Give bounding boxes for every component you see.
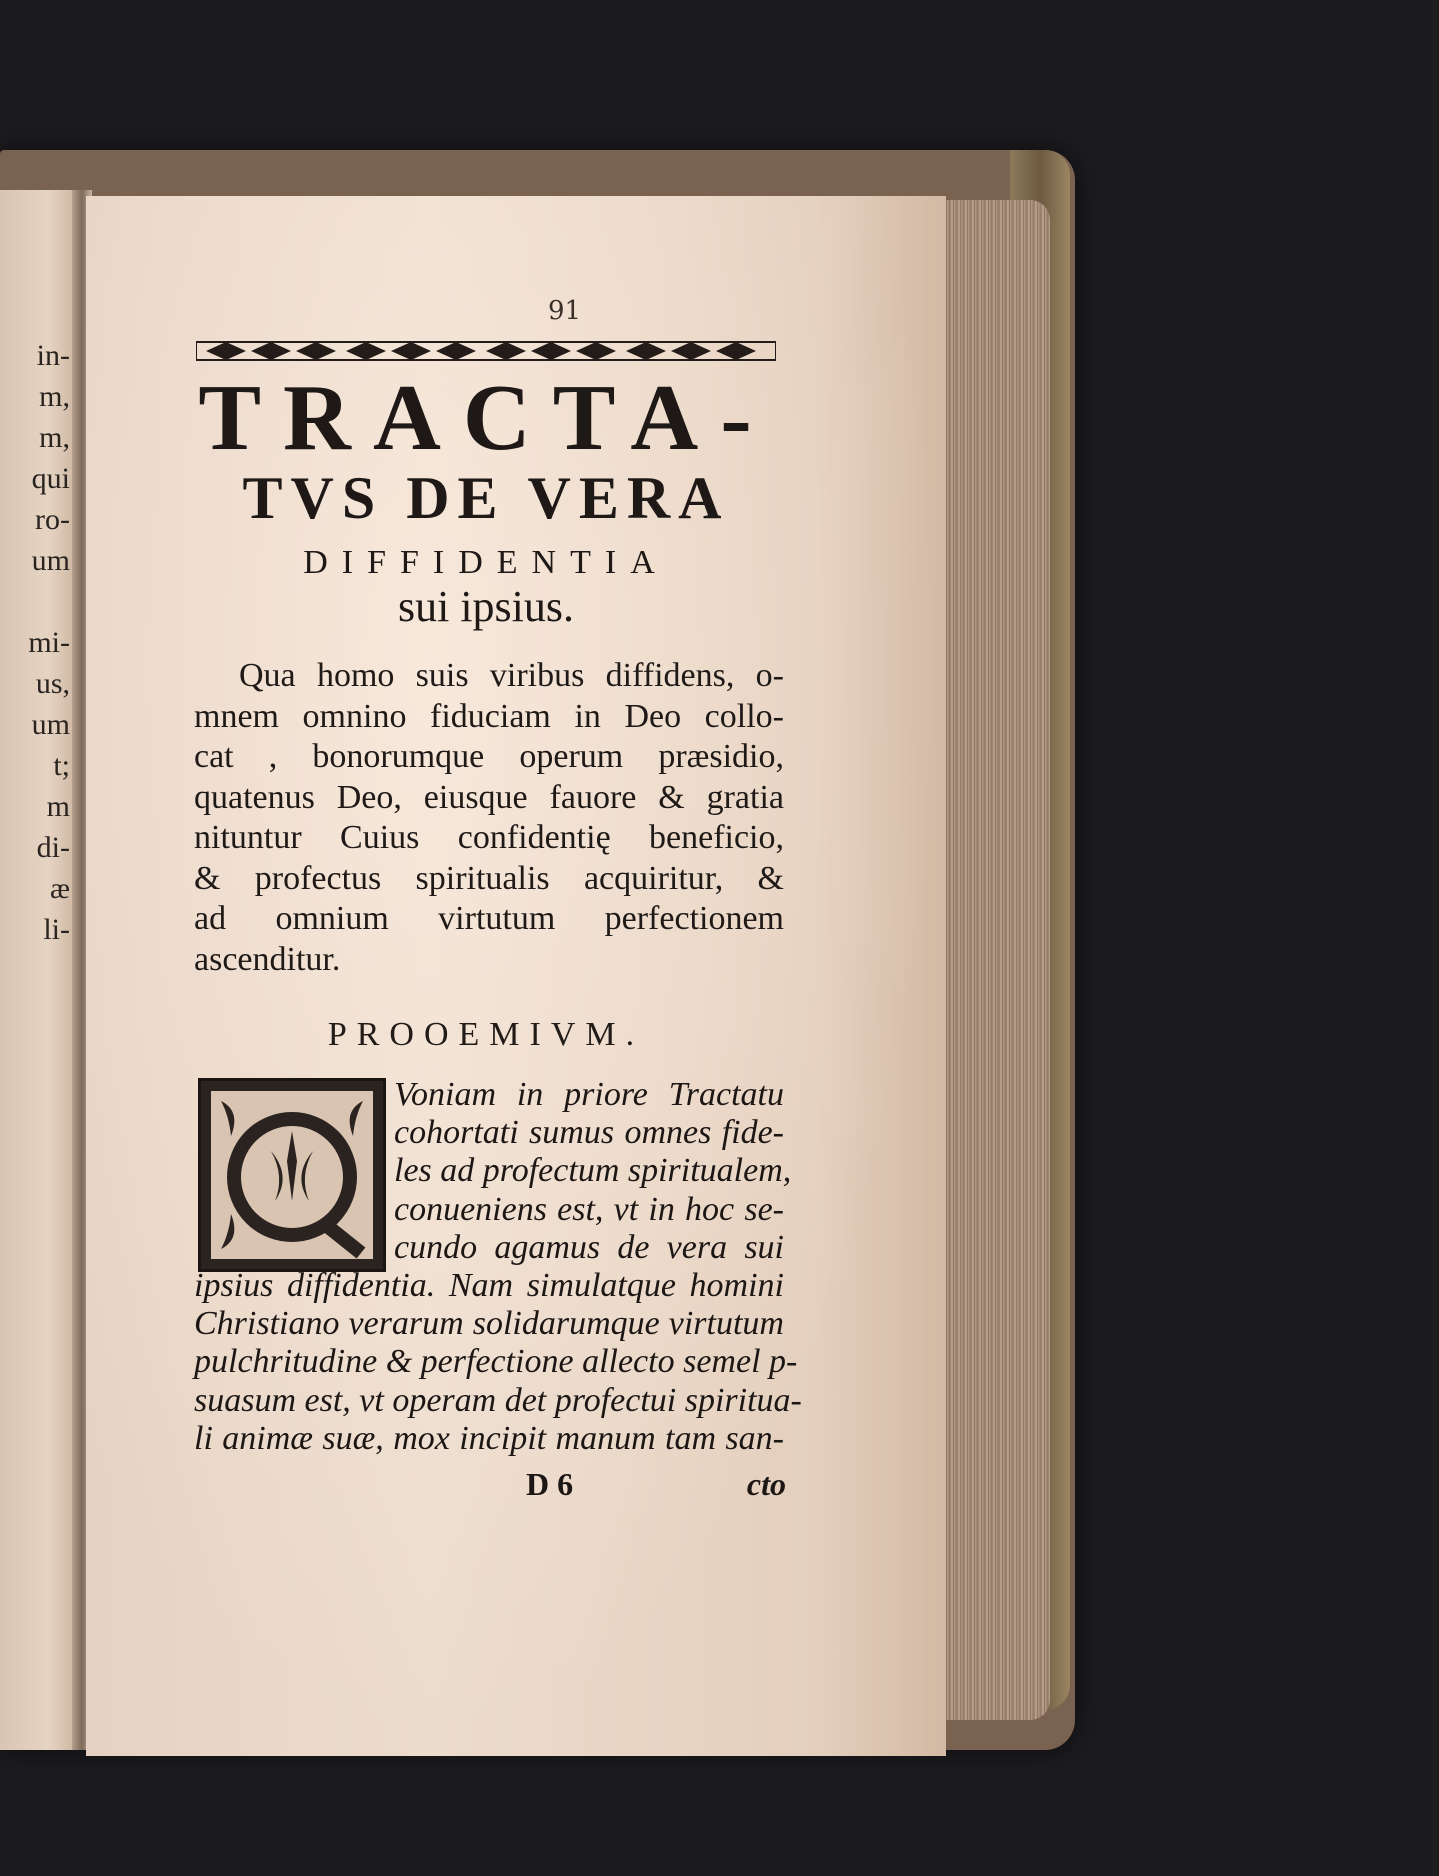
left-line (0, 581, 70, 622)
left-line: in- (36, 339, 70, 372)
summary-line: ad omnium virtutum perfectionem (194, 900, 784, 937)
left-line: m, (39, 380, 70, 413)
summary-line: ascenditur. (194, 940, 341, 978)
page-block-edge (940, 200, 1050, 1720)
summary-paragraph (194, 656, 784, 980)
title-line-3: DIFFIDENTIA (303, 544, 669, 581)
left-line: us, (35, 667, 70, 700)
section-heading: PROOEMIVM. (327, 1016, 645, 1053)
left-line: um (31, 708, 70, 741)
body-line: les ad profectum spiritualem, (394, 1152, 792, 1190)
title-line-1: TRACTA- (198, 366, 774, 470)
left-line: m, (39, 421, 70, 454)
title-line-4: sui ipsius. (397, 582, 575, 631)
body-line: li animæ suæ, mox incipit manum tam san- (194, 1419, 784, 1457)
summary-line: nituntur Cuius confidentię beneficio, (194, 819, 784, 856)
body-line: cohortati sumus omnes fide- (394, 1114, 784, 1152)
left-line: m (46, 790, 70, 823)
summary-line: Qua homo suis viribus diffidens, o- (239, 657, 784, 694)
left-line: ro- (35, 503, 70, 536)
summary-line: quatenus Deo, eiusque fauore & gratia (194, 778, 784, 816)
body-line: Voniam in priore Tractatu (394, 1076, 784, 1113)
left-line: li- (43, 913, 70, 946)
summary-line: & profectus spiritualis acquiritur, & (194, 859, 784, 897)
body-line: ipsius diffidentia. Nam simulatque homini (194, 1267, 784, 1305)
right-page (86, 196, 946, 1756)
left-line: æ (49, 872, 70, 905)
left-page-text (0, 335, 70, 950)
left-line: qui (31, 462, 70, 495)
body-line: pulchritudine & perfectione allecto semel p- (194, 1343, 798, 1381)
body-line: suasum est, vt operam det profectui spiritua- (194, 1381, 802, 1419)
title-line-2: TVS DE VERA (242, 465, 730, 531)
signature-mark: 91 (548, 296, 582, 326)
body-text (194, 1076, 802, 1458)
quire-signature: D 6 (526, 1466, 574, 1502)
left-line: di- (36, 831, 70, 864)
left-line: mi- (28, 626, 70, 659)
left-line: t; (53, 749, 70, 782)
body-line: Christiano verarum solidarumque virtutum (194, 1305, 784, 1343)
summary-line: cat , bonorumque operum præsidio, (194, 738, 784, 775)
body-line: cundo agamus de vera sui (394, 1228, 784, 1266)
catchword: cto (746, 1466, 786, 1502)
body-line: conueniens est, vt in hoc se- (394, 1190, 784, 1228)
summary-line: mnem omnino fiduciam in Deo collo- (194, 697, 784, 735)
left-line: um (31, 544, 70, 577)
ornament-band (196, 336, 776, 366)
